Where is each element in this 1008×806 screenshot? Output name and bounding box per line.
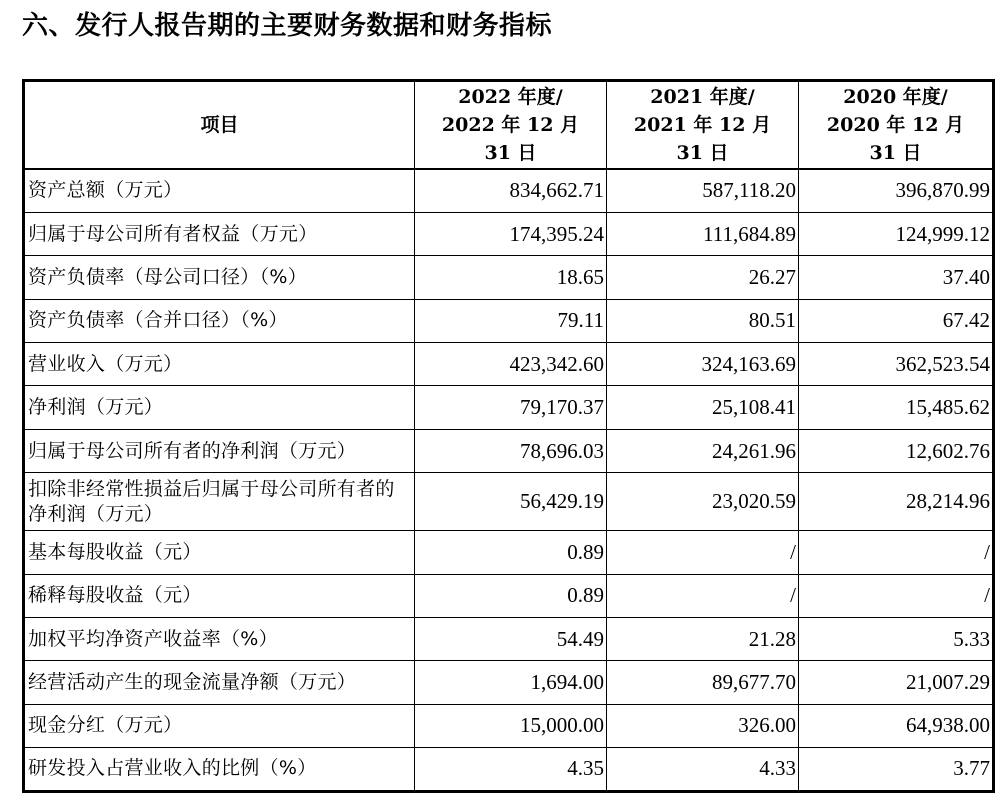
value-2020: 5.33 [799,618,994,661]
value-2021: 324,163.69 [607,343,799,386]
value-2020: 362,523.54 [799,343,994,386]
value-2022: 79.11 [415,299,607,342]
value-2021: 111,684.89 [607,212,799,255]
row-label: 加权平均净资产收益率（%） [24,618,415,661]
value-2020: / [799,574,994,617]
table-header-row [24,81,994,170]
value-2021: 4.33 [607,748,799,791]
row-label: 现金分红（万元） [24,704,415,747]
table-row [24,256,994,299]
value-2022: 0.89 [415,531,607,574]
value-2021: 587,118.20 [607,169,799,212]
row-label: 资产负债率（母公司口径）（%） [24,256,415,299]
section-title: 六、发行人报告期的主要财务数据和财务指标 [22,11,553,41]
row-label: 归属于母公司所有者的净利润（万元） [24,429,415,472]
value-2021: 80.51 [607,299,799,342]
value-2022: 18.65 [415,256,607,299]
row-label: 归属于母公司所有者权益（万元） [24,212,415,255]
row-label: 扣除非经常性损益后归属于母公司所有者的净利润（万元） [24,473,415,531]
value-2020: 67.42 [799,299,994,342]
row-label: 资产总额（万元） [24,169,415,212]
value-2022: 0.89 [415,574,607,617]
table-row [24,212,994,255]
value-2021: / [607,574,799,617]
value-2020: 64,938.00 [799,704,994,747]
table-row [24,574,994,617]
value-2022: 174,395.24 [415,212,607,255]
value-2021: 25,108.41 [607,386,799,429]
value-2020: 3.77 [799,748,994,791]
row-label: 基本每股收益（元） [24,531,415,574]
value-2022: 56,429.19 [415,473,607,531]
value-2021: / [607,531,799,574]
value-2022: 1,694.00 [415,661,607,704]
row-label: 研发投入占营业收入的比例（%） [24,748,415,791]
value-2022: 423,342.60 [415,343,607,386]
value-2021: 21.28 [607,618,799,661]
value-2022: 834,662.71 [415,169,607,212]
table-row [24,343,994,386]
row-label: 稀释每股收益（元） [24,574,415,617]
value-2020: 28,214.96 [799,473,994,531]
table-row [24,473,994,531]
row-label: 经营活动产生的现金流量净额（万元） [24,661,415,704]
row-label: 净利润（万元） [24,386,415,429]
value-2022: 79,170.37 [415,386,607,429]
table-row [24,429,994,472]
value-2021: 89,677.70 [607,661,799,704]
header-period-2020: 2020 年度/ 2020 年 12 月 31 日 [799,81,994,170]
table-row [24,661,994,704]
financial-indicators-table [22,79,995,793]
value-2022: 78,696.03 [415,429,607,472]
value-2020: 37.40 [799,256,994,299]
value-2021: 23,020.59 [607,473,799,531]
table-row [24,618,994,661]
table-row [24,704,994,747]
table-row [24,299,994,342]
value-2021: 24,261.96 [607,429,799,472]
value-2020: 124,999.12 [799,212,994,255]
header-item: 项目 [24,81,415,170]
table-row [24,531,994,574]
value-2020: 12,602.76 [799,429,994,472]
row-label: 资产负债率（合并口径）（%） [24,299,415,342]
header-period-2022: 2022 年度/ 2022 年 12 月 31 日 [415,81,607,170]
header-period-2021: 2021 年度/ 2021 年 12 月 31 日 [607,81,799,170]
value-2022: 54.49 [415,618,607,661]
table-row [24,748,994,791]
table-row [24,169,994,212]
table-row [24,386,994,429]
row-label: 营业收入（万元） [24,343,415,386]
value-2021: 326.00 [607,704,799,747]
value-2022: 15,000.00 [415,704,607,747]
value-2020: 15,485.62 [799,386,994,429]
value-2022: 4.35 [415,748,607,791]
value-2020: / [799,531,994,574]
value-2021: 26.27 [607,256,799,299]
value-2020: 21,007.29 [799,661,994,704]
value-2020: 396,870.99 [799,169,994,212]
